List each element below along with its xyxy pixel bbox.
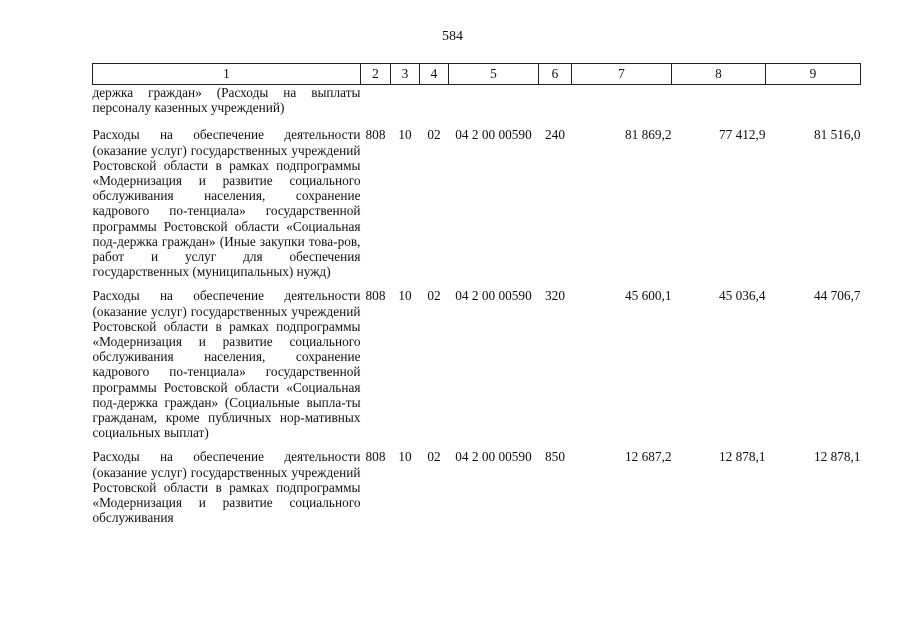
header-col-6: 6 <box>539 64 572 85</box>
row-code-expense-type: 240 <box>545 127 565 143</box>
row-amount-col8: 12 878,1 <box>718 449 766 465</box>
row-code-section: 10 <box>398 288 412 304</box>
row-amount-col9: 44 706,7 <box>813 288 861 304</box>
header-col-2: 2 <box>361 64 391 85</box>
continuation-row <box>93 85 861 116</box>
row-code-ministry: 808 <box>365 449 386 465</box>
continuation-text: держка граждан» (Расходы на выплаты персоналу казенных учреждений) <box>92 85 361 116</box>
header-col-5: 5 <box>449 64 539 85</box>
header-col-7: 7 <box>572 64 672 85</box>
row-code-subsection: 02 <box>427 288 441 304</box>
row-code-section: 10 <box>398 127 412 143</box>
row-code-ministry: 808 <box>365 288 386 304</box>
header-row <box>93 64 861 85</box>
row-amount-col9: 81 516,0 <box>813 127 861 143</box>
row-code-target: 04 2 00 00590 <box>455 449 532 465</box>
row-amount-col7: 12 687,2 <box>624 449 672 465</box>
row-description: Расходы на обеспечение деятельности (оказание услуг) государственных учреждений Ростовской области в рамках подпрограммы «Модернизация и развитие социального обслуживания населения, сохранение кадрового по-тенциала» государственной программы Ростовской области «Социальная под-держка граждан» (Социальные выпла-ты гражданам, кроме публичных нор-мативных социальных выплат) <box>92 288 361 441</box>
row-code-expense-type: 320 <box>545 288 565 304</box>
row-amount-col7: 81 869,2 <box>624 127 672 143</box>
row-code-target: 04 2 00 00590 <box>455 288 532 304</box>
header-col-3: 3 <box>391 64 420 85</box>
header-col-9: 9 <box>766 64 861 85</box>
row-description: Расходы на обеспечение деятельности (оказание услуг) государственных учреждений Ростовской области в рамках подпрограммы «Модернизация и развитие социального обслуживания населения, сохранение кадрового по-тенциала» государственной программы Ростовской области «Социальная под-держка граждан» (Иные закупки това-ров, работ и услуг для обеспечения государственных (муниципальных) нужд) <box>92 127 361 280</box>
row-code-expense-type: 850 <box>545 449 565 465</box>
header-col-8: 8 <box>672 64 766 85</box>
row-code-section: 10 <box>398 449 412 465</box>
row-amount-col8: 77 412,9 <box>718 127 766 143</box>
header-col-1: 1 <box>93 64 361 85</box>
row-amount-col7: 45 600,1 <box>624 288 672 304</box>
row-code-ministry: 808 <box>365 127 386 143</box>
row-amount-col9: 12 878,1 <box>813 449 861 465</box>
table-row <box>93 279 861 440</box>
row-code-subsection: 02 <box>427 449 441 465</box>
table-row <box>93 440 861 525</box>
row-description: Расходы на обеспечение деятельности (оказание услуг) государственных учреждений Ростовской области в рамках подпрограммы «Модернизация и развитие социального обслуживания <box>92 449 361 526</box>
page-number: 584 <box>442 29 463 44</box>
row-code-subsection: 02 <box>427 127 441 143</box>
header-col-4: 4 <box>420 64 449 85</box>
budget-table <box>92 63 861 525</box>
row-amount-col8: 45 036,4 <box>718 288 766 304</box>
table-row <box>93 115 861 279</box>
row-code-target: 04 2 00 00590 <box>455 127 532 143</box>
